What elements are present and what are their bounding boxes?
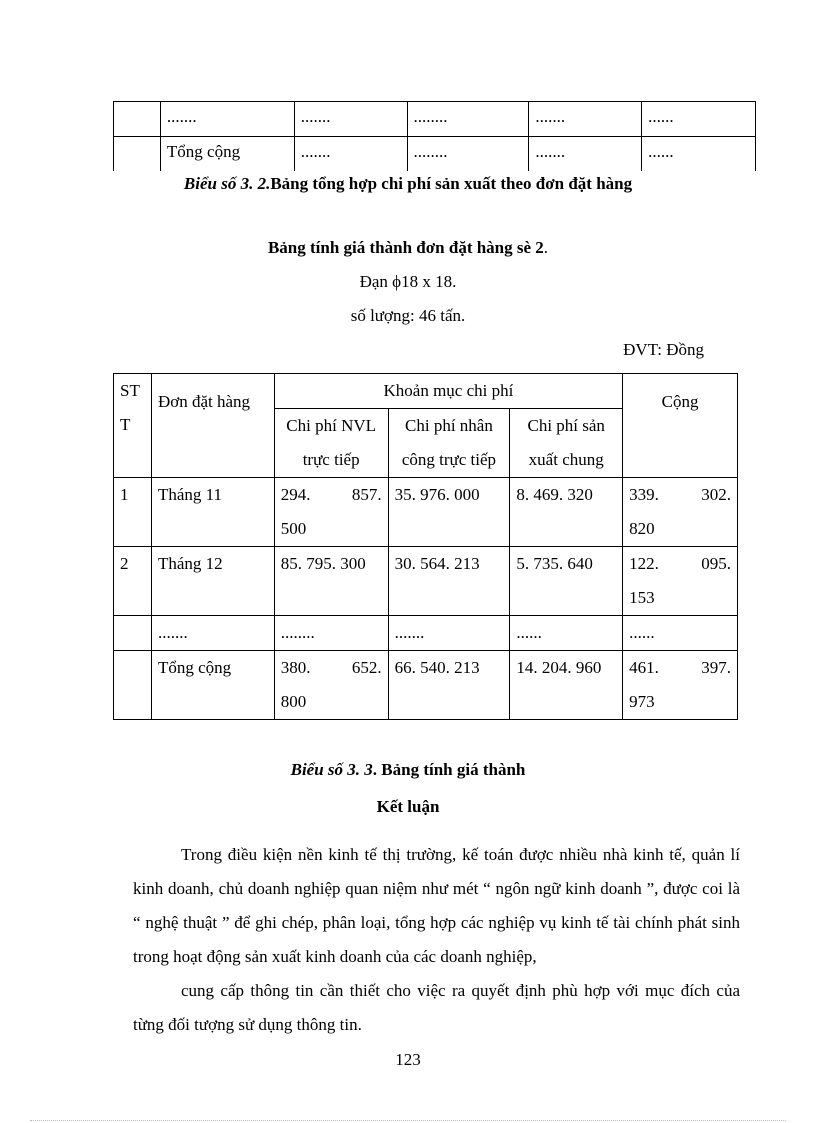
table-row bbox=[114, 137, 756, 172]
table-cell: 1 bbox=[114, 478, 152, 547]
number-part: 461. bbox=[629, 658, 659, 677]
conclusion-title: Kết luận bbox=[376, 797, 440, 816]
number-part: 122. bbox=[629, 554, 659, 573]
number-part: 397. bbox=[701, 658, 731, 677]
table-cell: ....... bbox=[151, 616, 274, 651]
number-part: 095. bbox=[701, 554, 731, 573]
table-cell: Tổng cộng bbox=[160, 137, 294, 172]
table-row bbox=[114, 547, 738, 616]
number-part: 800 bbox=[280, 692, 307, 711]
number-part: 652. bbox=[351, 658, 382, 677]
number-part: 380. bbox=[280, 658, 311, 677]
table-row bbox=[114, 616, 738, 651]
header-total: Cộng bbox=[623, 374, 738, 478]
heading-text: Bảng tính giá thành đơn đặt hàng sè 2 bbox=[267, 238, 544, 257]
number-part: 339. bbox=[629, 485, 659, 504]
table-cell: ....... bbox=[529, 137, 642, 172]
table-caption-3-2 bbox=[0, 174, 816, 194]
conclusion-paragraph: cung cấp thông tin cần thiết cho việc ra quyết định phù hợp với mục đích của từng đối tượng sử dụng thông tin. bbox=[133, 981, 740, 1034]
table-cell: 35. 976. 000 bbox=[388, 478, 510, 547]
table-cell bbox=[114, 102, 161, 137]
conclusion-paragraph: Trong điều kiện nền kinh tế thị trường, kế toán được nhiều nhà kinh tế, quản lí kinh doanh, chủ doanh nghiệp quan niệm như mét “ ngôn ngữ kinh doanh ”, được coi là “ nghệ thuật ” để ghi chép, phân loại, tổng hợp các nghiệp vụ kinh tế tài chính phát sinh trong hoạt động sản xuất kinh doanh của các doanh nghiệp, bbox=[133, 845, 740, 966]
header-stt: ST T bbox=[114, 374, 152, 478]
product-line: Đạn ϕ18 x 18. bbox=[359, 272, 457, 291]
table-cell bbox=[114, 137, 161, 172]
caption-text: . Bảng tính giá thành bbox=[372, 760, 526, 779]
table-cell: Tháng 11 bbox=[151, 478, 274, 547]
caption-label: Biểu số 3. 3 bbox=[290, 760, 373, 779]
table-cell: ....... bbox=[294, 102, 407, 137]
caption-label: Biểu số 3. 2. bbox=[183, 174, 271, 193]
table-caption-3-3 bbox=[0, 760, 816, 780]
top-summary-table bbox=[113, 101, 756, 171]
heading-tail: . bbox=[543, 238, 549, 257]
table-cell: 66. 540. 213 bbox=[388, 651, 510, 720]
table-cell: 2 bbox=[114, 547, 152, 616]
table-cell bbox=[274, 478, 388, 547]
table-cell bbox=[623, 651, 738, 720]
table-cell: ....... bbox=[529, 102, 642, 137]
page-bottom-divider bbox=[30, 1120, 786, 1121]
header-cost-group: Khoản mục chi phí bbox=[274, 374, 622, 409]
table-row bbox=[114, 651, 738, 720]
table-cell: ...... bbox=[642, 137, 756, 172]
table-cell bbox=[114, 616, 152, 651]
number-part: 973 bbox=[629, 692, 655, 711]
number-part: 820 bbox=[629, 519, 655, 538]
table-cell bbox=[623, 478, 738, 547]
caption-text: Bảng tổng hợp chi phí sản xuất theo đơn đặt hàng bbox=[270, 174, 633, 193]
table-cell: ........ bbox=[274, 616, 388, 651]
cost-table-heading bbox=[0, 238, 816, 258]
header-order: Đơn đặt hàng bbox=[151, 374, 274, 478]
header-row bbox=[114, 374, 738, 409]
number-part: 302. bbox=[701, 485, 731, 504]
table-cell: 30. 564. 213 bbox=[388, 547, 510, 616]
number-part: 153 bbox=[629, 588, 655, 607]
number-part: 294. bbox=[280, 485, 311, 504]
number-part: 857. bbox=[351, 485, 382, 504]
table-cell: ....... bbox=[160, 102, 294, 137]
table-row bbox=[114, 478, 738, 547]
table-cell: ...... bbox=[642, 102, 756, 137]
table-cell: ...... bbox=[623, 616, 738, 651]
table-cell: 14. 204. 960 bbox=[510, 651, 623, 720]
table-cell: 8. 469. 320 bbox=[510, 478, 623, 547]
table-cell: Tháng 12 bbox=[151, 547, 274, 616]
table-cell: 85. 795. 300 bbox=[274, 547, 388, 616]
header-nvl: Chi phí NVL trực tiếp bbox=[274, 409, 388, 478]
table-cell: 5. 735. 640 bbox=[510, 547, 623, 616]
table-cell: Tổng cộng bbox=[151, 651, 274, 720]
page-number: 123 bbox=[395, 1050, 421, 1069]
table-cell bbox=[623, 547, 738, 616]
table-row bbox=[114, 102, 756, 137]
quantity-line: số lượng: 46 tấn. bbox=[350, 306, 466, 325]
header-labor: Chi phí nhân công trực tiếp bbox=[388, 409, 510, 478]
unit-line: ĐVT: Đồng bbox=[623, 340, 704, 359]
table-cell bbox=[274, 651, 388, 720]
number-part: 500 bbox=[280, 519, 307, 538]
cost-price-table bbox=[113, 373, 738, 720]
table-cell: ....... bbox=[388, 616, 510, 651]
table-cell: ...... bbox=[510, 616, 623, 651]
table-cell: ........ bbox=[407, 102, 529, 137]
table-cell: ........ bbox=[407, 137, 529, 172]
table-cell bbox=[114, 651, 152, 720]
header-general: Chi phí sản xuất chung bbox=[510, 409, 623, 478]
table-cell: ....... bbox=[294, 137, 407, 172]
